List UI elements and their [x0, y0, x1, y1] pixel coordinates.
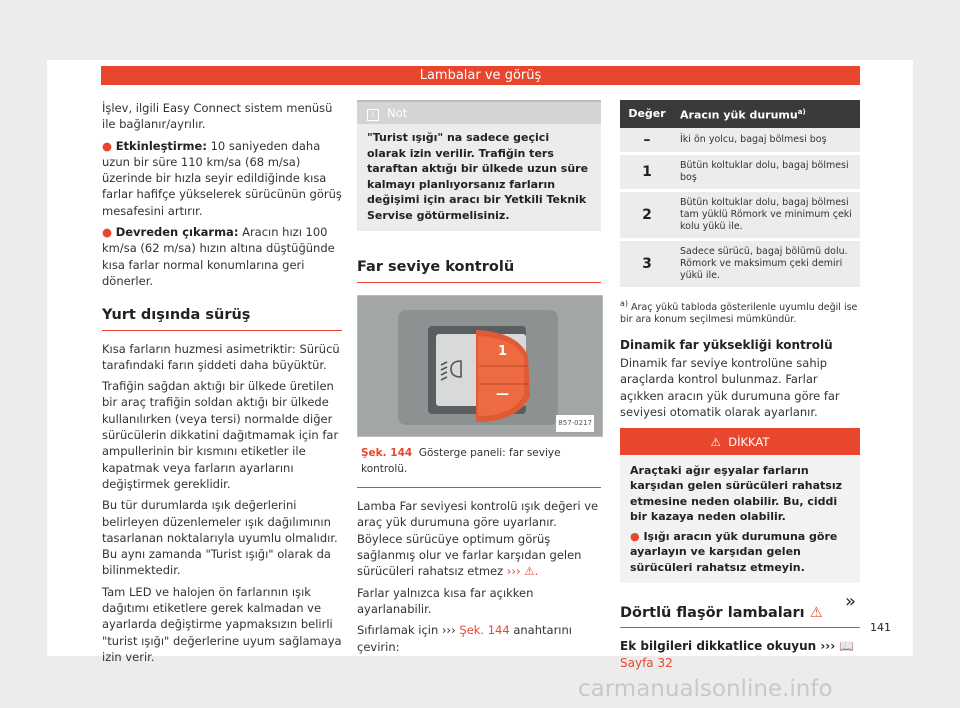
bullet-deactivation: ● Devreden çıkarma: Aracın hızı 100 km/sa (62 m/sa) hızın altına düştüğünde kısa farlar normal konumlarına geri dönerler. — [102, 225, 335, 288]
table-footnote: $^{a)}$ Araç yükü tabloda gösterilenle uyumlu değil ise bir ara konum seçilmesi mümkündür. — [620, 298, 858, 326]
column-left — [102, 100, 342, 670]
section-header: Lambalar ve görüş — [101, 66, 860, 85]
continue-icon: » — [845, 591, 857, 612]
note-header: i Not — [357, 102, 601, 124]
warning-text: Araçtaki ağır eşyalar farların karşıdan gelen sürücüleri rahatsız etmesine neden olabilir. Bu, ciddi bir kazaya neden olabilir. ● Işığı aracın yük durumuna göre ayarlayın ve karşıdan gelen sürücüleri rahatsız etmeyin. — [630, 463, 842, 574]
dial-label-top: 1 — [498, 343, 508, 359]
intro-text: İşlev, ilgili Easy Connect sistem menüsü ile bağlanır/ayrılır. — [102, 101, 333, 132]
table-row: – İki ön yolcu, bagaj bölmesi boş — [620, 128, 860, 154]
table-row: 2 Bütün koltuklar dolu, bagaj bölmesi tam yüklü Römork ve minimum çeki kolu yükü ile. — [620, 190, 860, 239]
book-icon: 📖 — [839, 639, 855, 654]
paragraph: Kısa farların huzmesi asimetriktir: Sürücü tarafındaki farın şiddeti daha büyüktür. — [102, 341, 340, 372]
note-text: "Turist ışığı" na sadece geçici olarak izin verilir. Trafiğin ters taraftan aktığı bir ülkede uzun süre kalmayı planlıyorsanız farların değişimi için aracı bir Yetkili Teknik Servise götürmelisiniz. — [367, 131, 589, 222]
watermark: carmanualsonline.info — [578, 676, 833, 702]
heading-abroad: Yurt dışında sürüş — [102, 307, 342, 330]
bullet-activation: ● Etkinleştirme: 10 saniyeden daha uzun bir süre 110 km/sa (68 m/sa) üzerinde bir hızla seyir edildiğinde kısa farlar hafifçe yükselerek sürücünün görüş mesafesini artırır. — [102, 138, 342, 218]
figure-headlight-dial — [357, 295, 603, 437]
bullet-icon: ● — [102, 138, 113, 153]
column-middle — [357, 100, 601, 660]
paragraph: Bu tür durumlarda ışık değerlerini belirleyen düzenlemeler ışık dağılımının tasarlanan noktalarıyla uyumlu olmalıdır. Bu aynı zamanda "Turist ışığı" olarak da bilinmektedir. — [102, 498, 338, 578]
table-header-value: Değer — [620, 100, 674, 128]
note-box — [357, 100, 601, 231]
info-reference: Ek bilgileri dikkatlice okuyun ››› 📖 Sayfa 32 — [620, 639, 855, 670]
table-row: 3 Sadece sürücü, bagaj bölümü dolu. Römork ve maksimum çeki demiri yükü ile. — [620, 239, 860, 288]
load-table — [620, 100, 860, 290]
warning-icon: ⚠ — [710, 435, 721, 450]
figure-reference-link[interactable]: Şek. 144 — [459, 623, 510, 638]
page-number: 141 — [870, 621, 891, 634]
dial-label-bottom: — — [496, 386, 509, 402]
page-reference-link[interactable]: Sayfa 32 — [620, 655, 673, 670]
warning-icon: ⚠ — [809, 605, 823, 622]
bullet-icon: ● — [102, 225, 113, 240]
figure-code: 857-0217 — [556, 415, 594, 431]
paragraph: Trafiğin sağdan aktığı bir ülkede üretilen bir araç trafiğin soldan aktığı bir ülkede kullanılırken (veya tersi) normalde diğer sürücülerin dikkatini dağıtmamak için far ampullerinin bir kısmını etiketler ile kapatmak veya farların ayarlarını değiştirmek gereklidir. — [102, 379, 339, 491]
paragraph: Dinamik far seviye kontrolüne sahip araçlarda kontrol bulunmaz. Farlar açıkken aracın yük durumuna göre far seviyesi otomatik olarak ayarlanır. — [620, 356, 840, 419]
heading-hazard-lights: Dörtlü flaşör lambaları ⚠ — [620, 605, 860, 628]
heading-headlight-level: Far seviye kontrolü — [357, 259, 601, 282]
paragraph: Tam LED ve halojen ön farlarının ışık dağıtımı etiketlere gerek kalmadan ve ayarlarda değiştirme yapmaksızın belirli "turist ışığı" değerlerine uyum sağlamaya izin verir. — [102, 584, 342, 664]
table-header-load: Aracın yük durumu$^{a)}$ — [674, 100, 860, 128]
bullet-icon: ● — [630, 529, 640, 543]
paragraph: Farlar yalnızca kısa far açıkken ayarlanabilir. — [357, 585, 534, 616]
figure-caption: Şek. 144 Gösterge paneli: far seviye kontrolü. — [357, 437, 601, 489]
warning-header: ⚠ DİKKAT — [620, 430, 860, 454]
paragraph: Sıfırlamak için ››› Şek. 144 anahtarını çevirin: — [357, 623, 572, 654]
paragraph: Lamba Far seviyesi kontrolü ışık değeri ve araç yük durumuna göre uyarlanır. Böylece sürücüye optimum görüş sağlanmış olur ve farlar karşıdan gelen sürücüleri rahatsız etmez ››› ⚠. — [357, 499, 599, 579]
subheading-dynamic: Dinamik far yüksekliği kontrolü — [620, 337, 833, 352]
table-row: 1 Bütün koltuklar dolu, bagaj bölmesi boş — [620, 153, 860, 190]
info-icon: i — [367, 109, 379, 121]
warning-box — [620, 428, 860, 583]
column-right — [620, 100, 860, 673]
